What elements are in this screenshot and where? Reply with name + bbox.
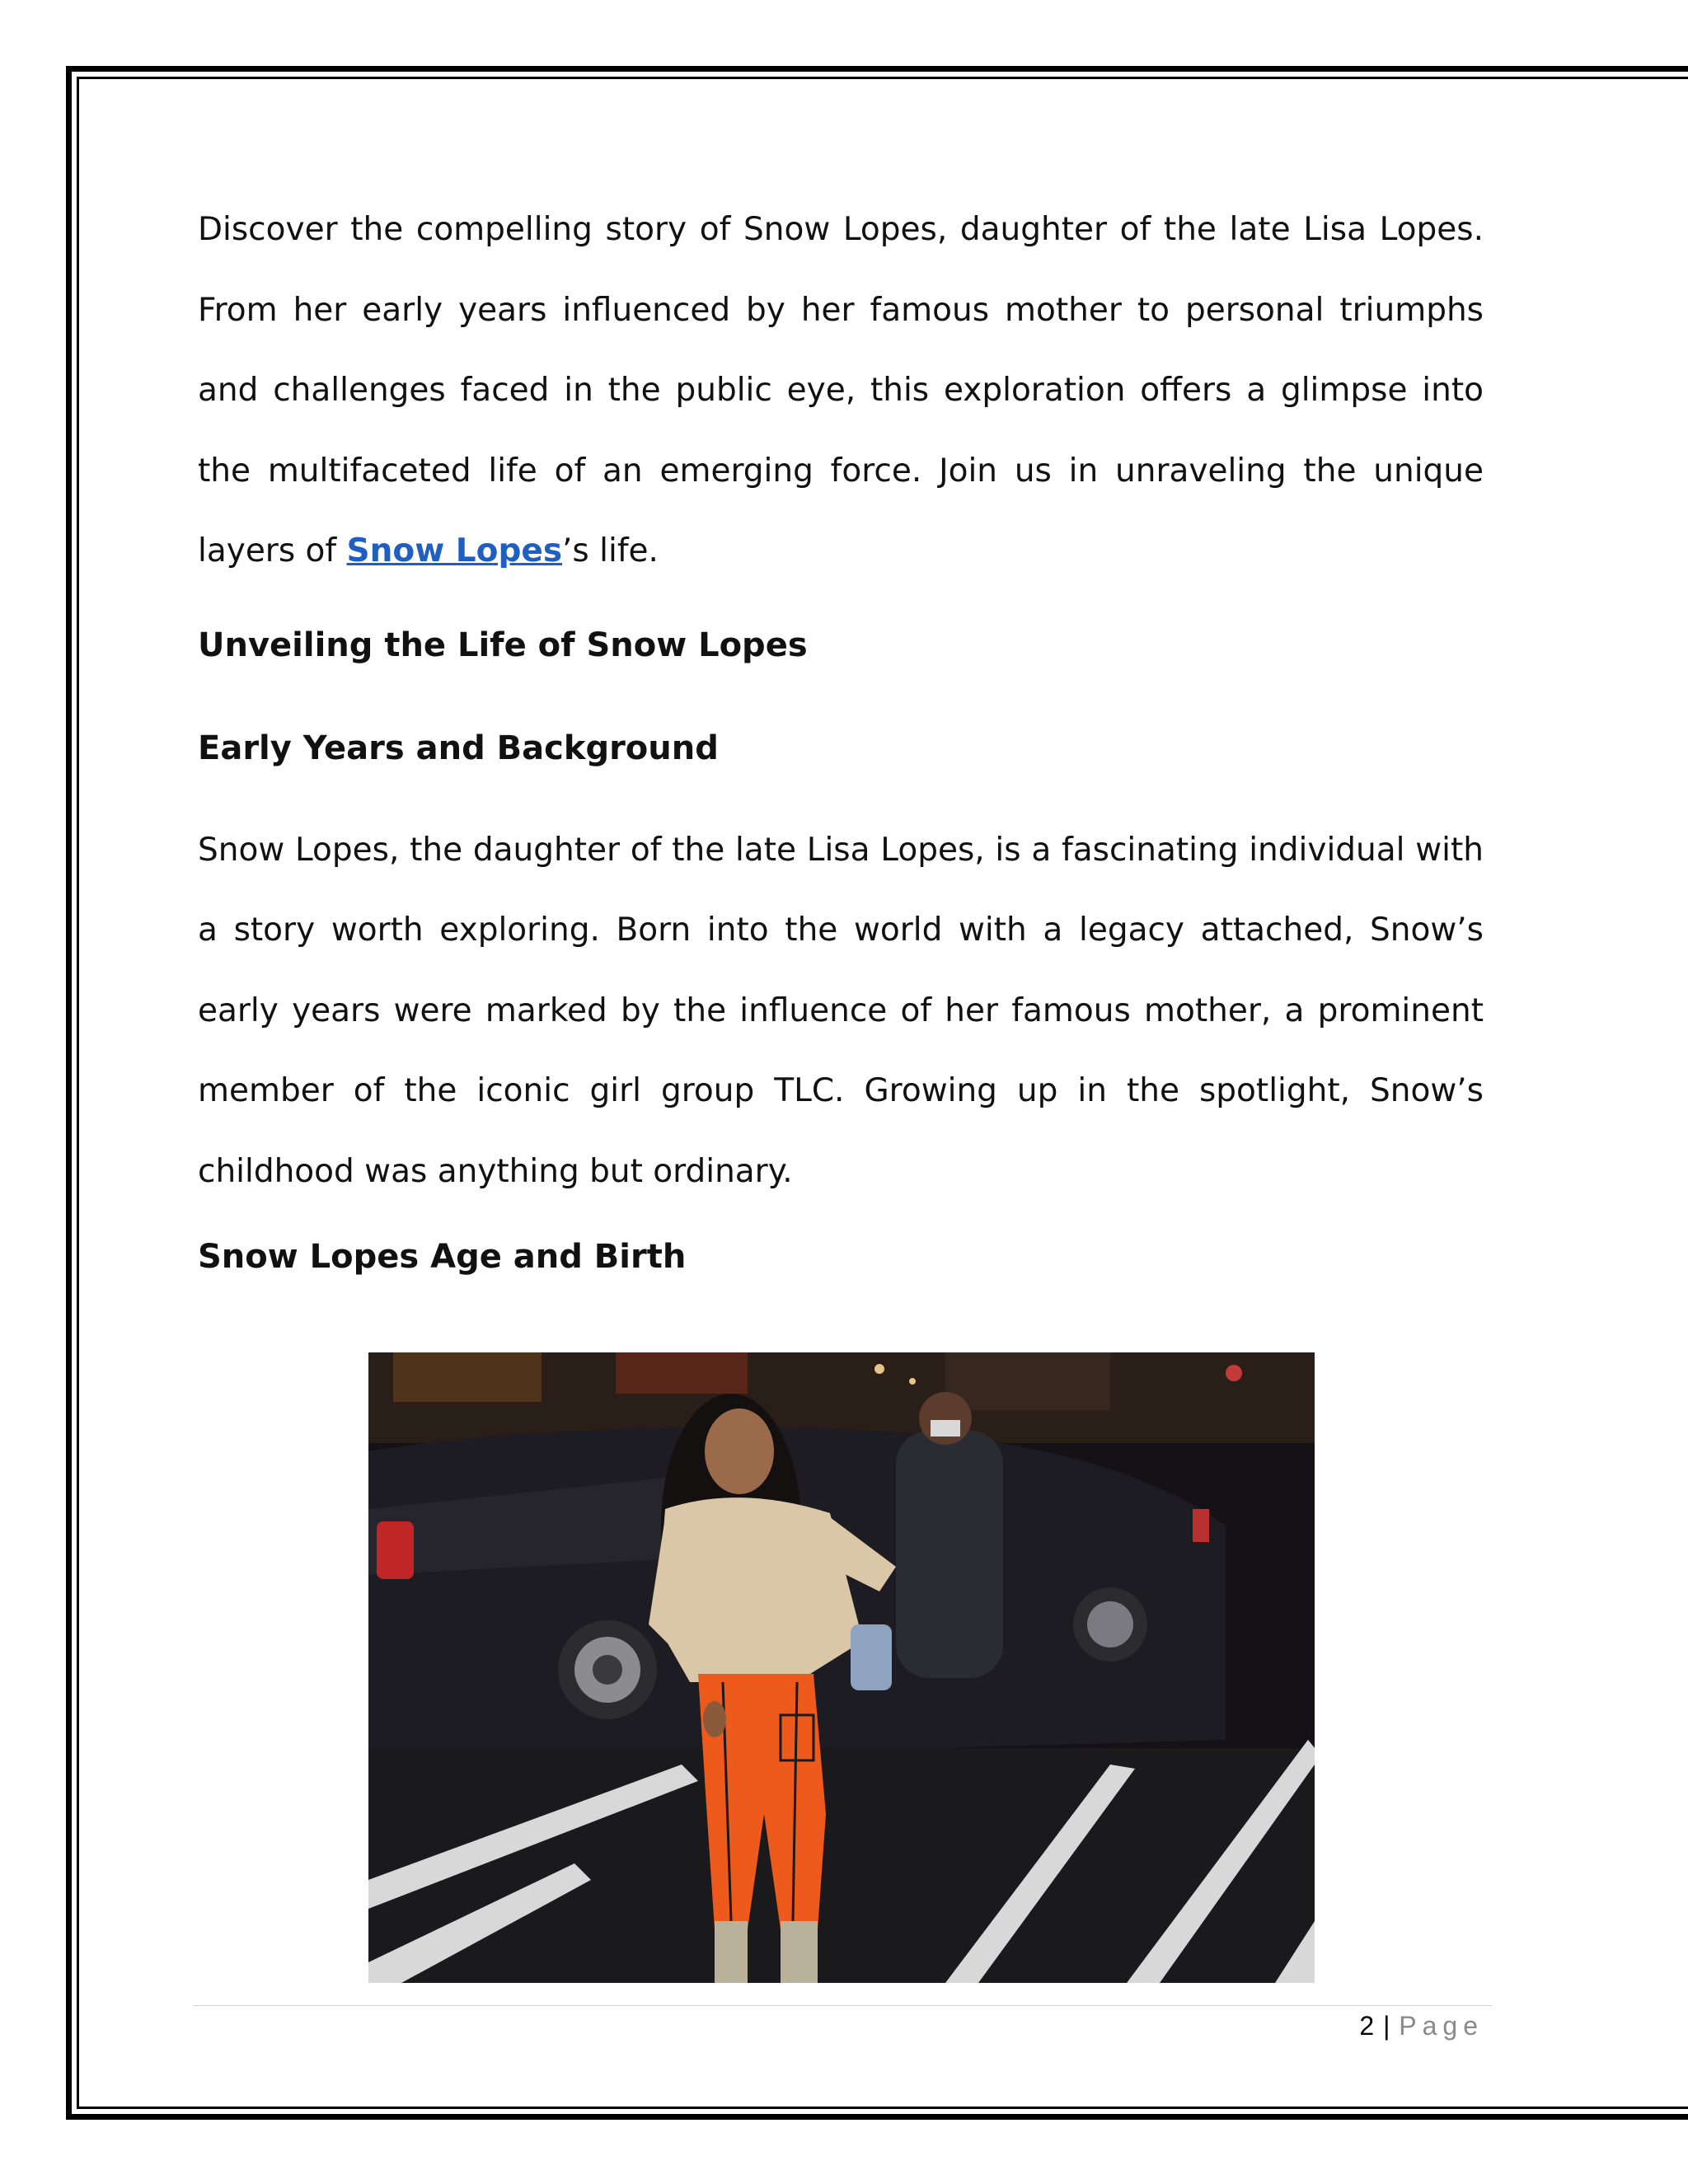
page-separator: | bbox=[1383, 2011, 1391, 2041]
footer-divider bbox=[194, 2005, 1492, 2006]
intro-paragraph bbox=[198, 190, 1484, 592]
section-heading-early-years: Early Years and Background bbox=[198, 729, 719, 767]
snow-lopes-link[interactable]: Snow Lopes bbox=[346, 532, 563, 569]
intro-text-end: ’s life. bbox=[562, 532, 659, 569]
section-heading-unveiling: Unveiling the Life of Snow Lopes bbox=[198, 626, 808, 664]
page-number: 2 bbox=[1359, 2011, 1376, 2041]
early-years-paragraph: Snow Lopes, the daughter of the late Lisa Lopes, is a fascinating individual with a story worth exploring. Born into the world with a legacy attached, Snow’s early years were marked by the influence of her famous mother, a prominent member of the iconic girl group TLC. Growing up in the spotlight, Snow’s childhood was anything but ordinary. bbox=[198, 831, 1484, 1190]
intro-text: Discover the compelling story of Snow Lopes, daughter of the late Lisa Lopes. From her early years influenced by her famous mother to personal triumphs and challenges faced in the public eye, this exploration offers a glimpse into the multifaceted life of an emerging force. Join us in unraveling the unique layers of bbox=[198, 211, 1484, 569]
document-body bbox=[198, 190, 1484, 1282]
page-footer bbox=[1359, 2011, 1484, 2041]
page-label: Page bbox=[1399, 2011, 1484, 2041]
section-heading-age-birth: Snow Lopes Age and Birth bbox=[198, 1238, 687, 1276]
snow-lopes-photo bbox=[368, 1352, 1315, 1983]
